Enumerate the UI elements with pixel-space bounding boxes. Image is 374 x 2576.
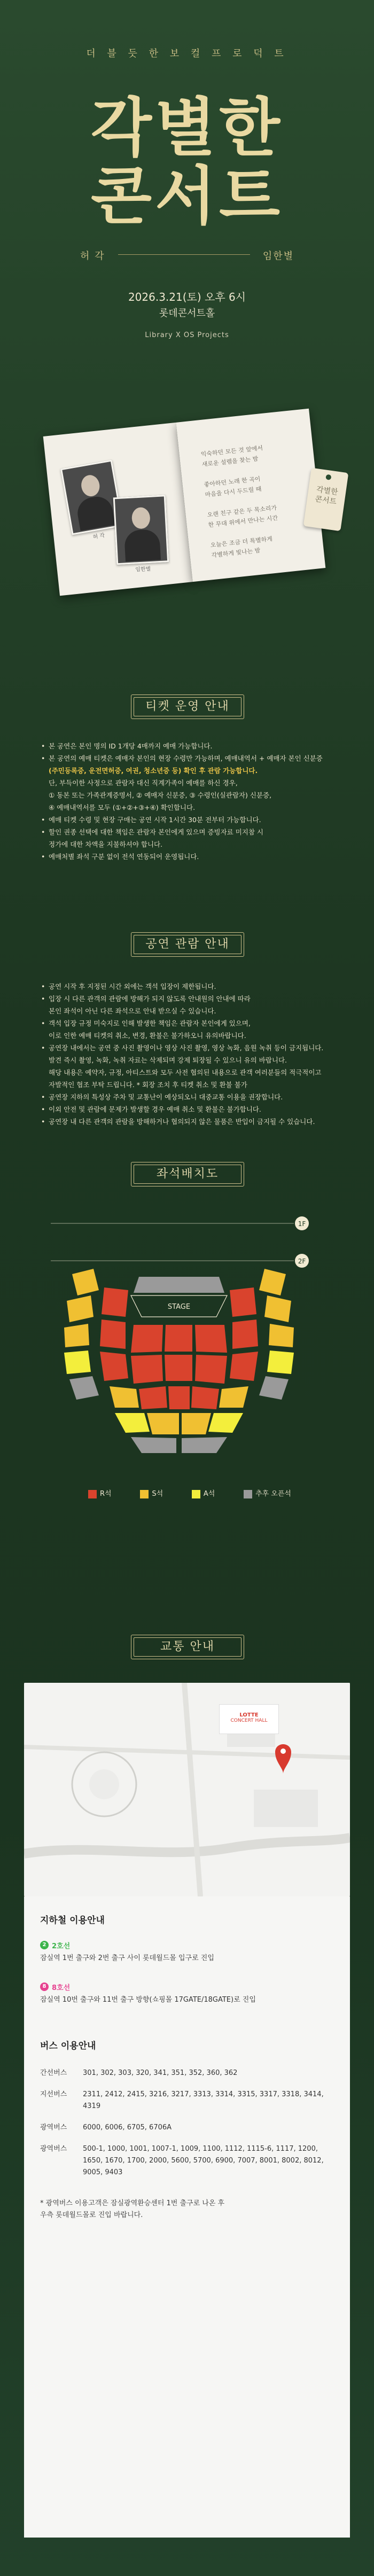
logo-bottom: CONCERT HALL bbox=[230, 1718, 268, 1723]
list-item: • 공연 시작 후 지정된 시간 외에는 객석 입장이 제한됩니다. bbox=[40, 980, 337, 993]
list-item: ① 동본 또는 가족관계증명서, ② 예매자 신분증, ③ 수령인(실관람자) 신분증, bbox=[49, 791, 272, 799]
side-balcony-right bbox=[259, 1269, 294, 1400]
subway-title: 지하철 이용안내 bbox=[40, 1915, 105, 1926]
photo-caption-right: 임한별 bbox=[135, 566, 151, 573]
bus-row: 광역버스 500-1, 1000, 1001, 1007-1, 1009, 1100, 1112, 1115-6, 1117, 1200, 1650, 1670, 1700, 2000, 5600, 5700, 6900, 7007, 8001, 8002, 8012, 9005, 9403 bbox=[40, 2145, 324, 2176]
seat-legend bbox=[88, 1488, 291, 1498]
legend-a: A석 bbox=[192, 1488, 215, 1498]
list-item: 해당 내용은 예약자, 규정, 아티스트와 모두 사전 협의된 내용으로 관객 여러분들의 적극적이고 bbox=[49, 1068, 322, 1076]
book-poem: 익숙하던 모든 것 앞에서 새로운 설렘을 찾는 밤 좋아하던 노래 한 곡이 마음을 다시 두드릴 때 오랜 친구 같은 두 목소리가 한 무대 위에서 만나는 시간 오늘은 조금 더 특별하게 각별하게 빛나는 밤 bbox=[200, 444, 278, 559]
tag-text: 각별한 콘서트 bbox=[314, 485, 339, 506]
list-item: 자발적인 협조 부탁 드립니다. * 회장 조치 후 티켓 취소 및 환불 불가 bbox=[49, 1081, 247, 1089]
list-item: • 본 공연은 본인 명의 ID 1개당 4매까지 예매 가능합니다. bbox=[40, 740, 337, 752]
hero-section bbox=[0, 0, 374, 801]
floor-1f-marker bbox=[295, 1216, 309, 1230]
guide-section-heading: 공연 관람 안내 bbox=[131, 932, 244, 957]
list-item: 단, 부득이한 사정으로 관람자 대신 직계가족이 예매를 하신 경우, bbox=[49, 779, 238, 787]
svg-text:2F: 2F bbox=[298, 1258, 306, 1265]
line2-text: 잠실역 1번 출구와 2번 출구 사이 롯데월드몰 입구로 진입 bbox=[40, 1954, 214, 1962]
legend-s: S석 bbox=[140, 1488, 163, 1498]
list-item: • 본 공연의 예매 티켓은 예매자 본인의 현장 수령만 가능하며, 예매내역서 + 예매자 본인 신분증 bbox=[40, 752, 337, 764]
list-item: • 입장 시 다른 관객의 관람에 방해가 되지 않도록 안내원의 안내에 따라 bbox=[40, 993, 337, 1005]
choir-seats bbox=[134, 1277, 224, 1293]
list-item: 본인 좌석이 아닌 다른 좌석으로 안내 받으실 수 있습니다. bbox=[49, 1007, 216, 1015]
list-item: ④ 예매내역서를 모두 (①+②+③+④) 확인합니다. bbox=[49, 803, 196, 811]
list-item: • 객석 입장 규정 미숙지로 인해 발생한 책임은 관람자 본인에게 있으며, bbox=[40, 1017, 337, 1029]
line8-text: 잠실역 10번 출구와 11번 출구 방향(쇼핑몰 17GATE/18GATE)로 진입 bbox=[40, 1996, 256, 2004]
side-r-left bbox=[100, 1287, 128, 1381]
seating-section-heading: 좌석배치도 bbox=[131, 1162, 244, 1186]
ticket-section-heading: 티켓 운영 안내 bbox=[131, 694, 244, 719]
svg-text:STAGE: STAGE bbox=[167, 1303, 191, 1311]
performers bbox=[80, 248, 294, 262]
list-item: 이로 인한 예매 티켓의 취소, 변경, 환불은 불가하오니 유의바랍니다. bbox=[49, 1032, 246, 1040]
bus-note: * 광역버스 이용고객은 잠실광역환승센터 1번 출구로 나온 후 우측 롯데월드몰로 진입 바랍니다. bbox=[40, 2199, 225, 2219]
line8-label: 8 8호선 bbox=[40, 1982, 334, 1994]
floor-2f-marker bbox=[295, 1254, 309, 1268]
transport-section-heading: 교통 안내 bbox=[131, 1635, 244, 1659]
legend-closed: 추후 오픈석 bbox=[244, 1488, 291, 1498]
performer-left: 허 각 bbox=[80, 251, 105, 262]
location-map[interactable] bbox=[24, 1683, 350, 1896]
event-date: 2026.3.21(토) 오후 6시 bbox=[128, 291, 246, 303]
event-venue: 롯데콘서트홀 bbox=[159, 308, 215, 319]
hanging-tag bbox=[303, 468, 349, 532]
svg-text:1F: 1F bbox=[298, 1220, 306, 1228]
bus-row: 지선버스 2311, 2412, 2415, 3216, 3217, 3313, 3314, 3315, 3317, 3318, 3414, 4319 bbox=[40, 2090, 324, 2110]
list-item: • 이외 안전 및 관람에 문제가 발생할 경우 예매 취소 및 환불은 불가합니다. bbox=[40, 1103, 337, 1115]
hero-kicker: 더 블 듯 한 보 컬 프 로 덕 트 bbox=[86, 48, 288, 59]
performer-divider bbox=[118, 254, 250, 255]
venue-logo bbox=[219, 1704, 279, 1734]
list-item: • 공연장 내 다른 관객의 관람을 방해하거나 협의되지 않은 물품은 반입이 금지될 수 있습니다. bbox=[40, 1115, 337, 1128]
map-graphic bbox=[24, 1683, 350, 1896]
line2-label: 2 2호선 bbox=[40, 1941, 334, 1953]
seat-map-svg bbox=[51, 1202, 329, 1474]
list-item: • 예매 티켓 수령 및 현장 구매는 공연 시작 1시간 30분 전부터 가능합니다. bbox=[40, 814, 337, 826]
list-item: • 할인 권종 선택에 대한 책임은 관람자 본인에게 있으며 증빙자료 미지참 시 bbox=[40, 826, 337, 838]
rear-seats bbox=[110, 1386, 248, 1453]
photo-caption-left: 허 각 bbox=[92, 533, 106, 541]
list-item: 정가에 대한 차액을 지불하셔야 합니다. bbox=[49, 840, 163, 848]
open-book-illustration bbox=[43, 409, 326, 596]
organizers: Library X OS Projects bbox=[145, 331, 229, 339]
hero-title-line1: 각별한 bbox=[91, 90, 283, 165]
seating-chart bbox=[51, 1202, 329, 1474]
guide-info-list bbox=[40, 980, 337, 1128]
book-page-right bbox=[176, 409, 325, 582]
bus-title: 버스 이용안내 bbox=[40, 2041, 96, 2051]
side-r-right bbox=[230, 1287, 258, 1381]
side-balcony-left bbox=[64, 1269, 99, 1400]
main-floor-r bbox=[131, 1325, 227, 1384]
hero-title bbox=[0, 90, 374, 233]
transport-info bbox=[24, 1896, 350, 2538]
bus-row: 광역버스 6000, 6006, 6705, 6706A bbox=[40, 2124, 172, 2132]
list-item: • 예매처별 좌석 구분 없이 전석 연동되어 운영됩니다. bbox=[40, 850, 337, 863]
list-item: 발견 즉시 촬영, 녹화, 녹취 자료는 삭제되며 강제 퇴장될 수 있으니 유의 바랍니다. bbox=[49, 1056, 287, 1064]
bus-row: 간선버스 301, 302, 303, 320, 341, 351, 352, 360, 362 bbox=[40, 2069, 238, 2077]
legend-r: R석 bbox=[88, 1488, 112, 1498]
logo-top: LOTTE bbox=[239, 1712, 259, 1718]
list-item: • 공연장 지하의 특성상 주차 및 교통난이 예상되오니 대중교통 이용을 권장합니다. bbox=[40, 1091, 337, 1103]
performer-photo-right bbox=[113, 495, 169, 573]
book-page-left bbox=[43, 423, 193, 596]
performer-right: 임한별 bbox=[262, 251, 294, 262]
list-item-highlight: (주민등록증, 운전면허증, 여권, 청소년증 등) 확인 후 관람 가능합니다. bbox=[49, 767, 258, 775]
hero-title-line2: 콘서트 bbox=[91, 159, 283, 233]
list-item: • 공연장 내에서는 공연 중 사진 촬영이나 영상 사진 촬영, 영상 녹화, 음원 녹취 등이 금지됩니다. bbox=[40, 1042, 337, 1054]
stage bbox=[131, 1295, 227, 1317]
ticket-info-list bbox=[40, 740, 337, 863]
